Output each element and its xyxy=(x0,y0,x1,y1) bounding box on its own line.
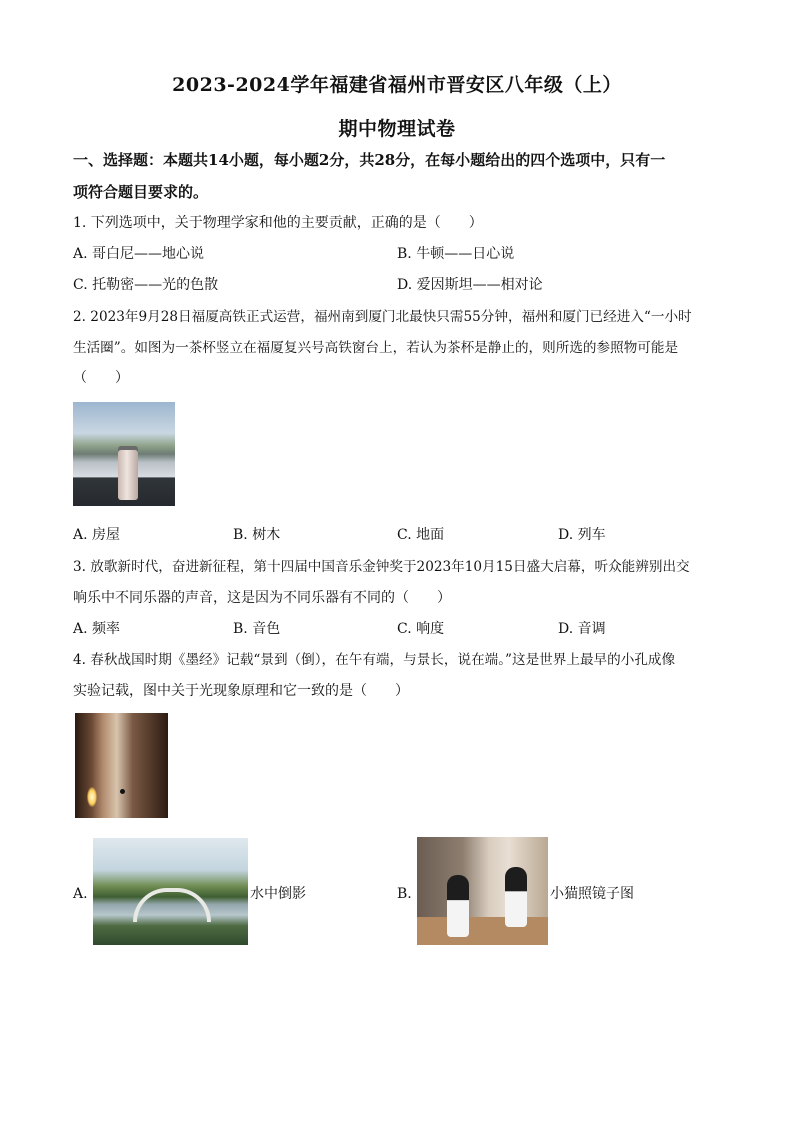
question-4-option-a-caption: 水中倒影 xyxy=(250,886,306,902)
candle-flame xyxy=(87,787,97,807)
question-3-option-d: D. 音调 xyxy=(558,621,606,637)
teacup xyxy=(118,450,138,500)
section-heading-cont: 项符合题目要求的。 xyxy=(73,183,209,201)
teacup-on-train-photo xyxy=(73,402,175,506)
question-1-option-d: D. 爱因斯坦——相对论 xyxy=(397,277,543,293)
question-3-stem: 3. 放歌新时代，奋进新征程，第十四届中国音乐金钟奖于2023年10月15日盛大启幕，听众能辨别出交 xyxy=(73,559,690,575)
question-4-option-b-letter: B. xyxy=(397,886,412,902)
water-reflection-photo xyxy=(93,838,248,945)
question-2-stem: 2. 2023年9月28日福厦高铁正式运营，福州南到厦门北最快只需55分钟，福州和厦门已经进入“一小时 xyxy=(73,309,692,325)
question-4-option-a-letter: A. xyxy=(73,886,88,902)
question-2-stem-paren: （ ） xyxy=(73,370,129,386)
question-2-option-a: A. 房屋 xyxy=(73,527,121,543)
exam-subtitle: 期中物理试卷 xyxy=(338,118,456,140)
question-4-option-b-caption: 小猫照镜子图 xyxy=(550,886,634,902)
pinhole-candle-photo xyxy=(75,713,168,818)
cat-reflection xyxy=(505,867,527,927)
question-2-option-b: B. 树木 xyxy=(233,527,281,543)
floor xyxy=(417,917,548,945)
cat xyxy=(447,875,469,937)
cat-mirror-photo xyxy=(417,837,548,945)
question-3-stem-cont: 响乐中不同乐器的声音，这是因为不同乐器有不同的（ ） xyxy=(73,590,451,606)
question-2-option-d: D. 列车 xyxy=(558,527,606,543)
question-3-option-a: A. 频率 xyxy=(73,621,121,637)
question-3-option-c: C. 响度 xyxy=(397,621,445,637)
question-4-stem-cont: 实验记载，图中关于光现象原理和它一致的是（ ） xyxy=(73,683,409,699)
section-heading: 一、选择题：本题共14小题，每小题2分，共28分，在每小题给出的四个选项中，只有一 xyxy=(73,151,666,169)
question-1-option-b: B. 牛顿——日心说 xyxy=(397,246,515,262)
question-1-option-a: A. 哥白尼——地心说 xyxy=(73,246,205,262)
arch-bridge xyxy=(133,888,211,922)
question-3-option-b: B. 音色 xyxy=(233,621,281,637)
question-1-option-c: C. 托勒密——光的色散 xyxy=(73,277,219,293)
question-4-stem: 4. 春秋战国时期《墨经》记载“景到（倒），在午有端，与景长，说在端。”这是世界上最早的小孔成像 xyxy=(73,652,676,668)
question-2-option-c: C. 地面 xyxy=(397,527,445,543)
question-2-stem-cont: 生活圈”。如图为一茶杯竖立在福厦复兴号高铁窗台上，若认为茶杯是静止的，则所选的参照物可能是 xyxy=(73,340,679,356)
pinhole xyxy=(120,789,125,794)
question-1-stem: 1. 下列选项中，关于物理学家和他的主要贡献，正确的是（ ） xyxy=(73,215,483,231)
exam-title: 2023-2024学年福建省福州市晋安区八年级（上） xyxy=(172,74,622,96)
